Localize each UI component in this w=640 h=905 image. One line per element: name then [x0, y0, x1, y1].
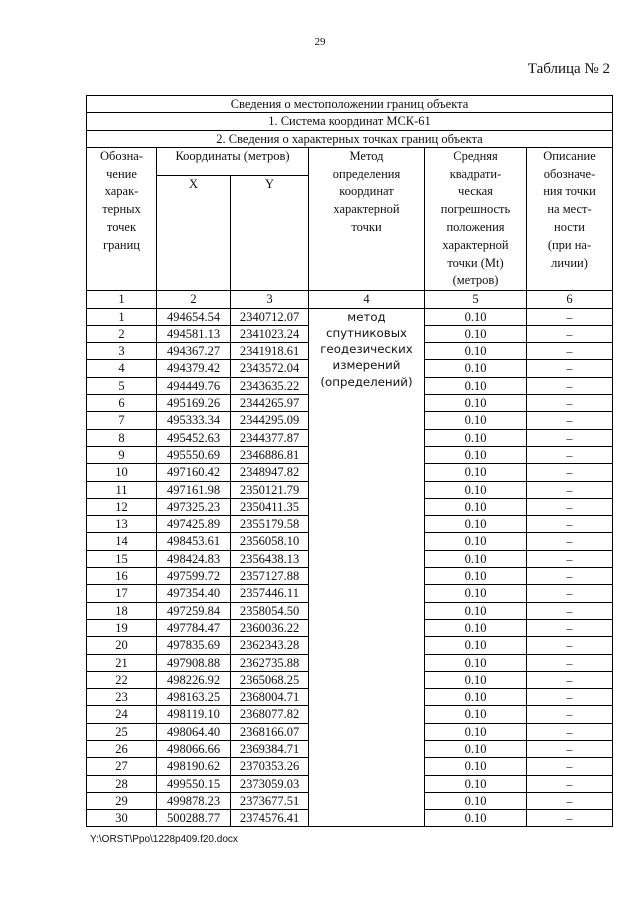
point-description: – [527, 395, 613, 412]
point-number: 23 [87, 689, 157, 706]
point-number: 21 [87, 654, 157, 671]
header-line: (при на- [547, 237, 592, 252]
table-row [87, 308, 613, 325]
coordinate-x: 498119.10 [157, 706, 231, 723]
header-line: границ [103, 237, 140, 252]
mean-error: 0.10 [425, 550, 527, 567]
point-number: 5 [87, 377, 157, 394]
coordinate-x: 494379.42 [157, 360, 231, 377]
coordinate-x: 498163.25 [157, 689, 231, 706]
mean-error: 0.10 [425, 360, 527, 377]
mean-error: 0.10 [425, 395, 527, 412]
coordinate-x: 497835.69 [157, 637, 231, 654]
point-description: – [527, 550, 613, 567]
point-number: 7 [87, 412, 157, 429]
header-line: точек [106, 220, 137, 235]
mean-error: 0.10 [425, 602, 527, 619]
point-number: 16 [87, 568, 157, 585]
header-line: определения [332, 166, 401, 181]
point-number: 4 [87, 360, 157, 377]
points-info-row: 2. Сведения о характерных точках границ объекта [87, 130, 613, 147]
coordinate-x: 494654.54 [157, 308, 231, 325]
coordinate-y: 2368166.07 [231, 723, 309, 740]
point-description: – [527, 810, 613, 827]
column-number: 2 [157, 291, 231, 308]
coordinate-x: 497908.88 [157, 654, 231, 671]
point-description: – [527, 412, 613, 429]
coordinate-x: 497325.23 [157, 498, 231, 515]
header-line: харак- [104, 184, 139, 199]
point-number: 28 [87, 775, 157, 792]
point-number: 20 [87, 637, 157, 654]
coordinate-y: 2369384.71 [231, 740, 309, 757]
column-number: 1 [87, 291, 157, 308]
mean-error: 0.10 [425, 481, 527, 498]
method-line: измерений [332, 358, 401, 373]
mean-error: 0.10 [425, 706, 527, 723]
method-line: геодезических [320, 342, 413, 357]
coordinate-y: 2341918.61 [231, 343, 309, 360]
coordinate-y: 2357446.11 [231, 585, 309, 602]
file-path-footer: Y:\ORST\Ppo\1228p409.f20.docx [90, 834, 238, 845]
coordinate-y: 2368004.71 [231, 689, 309, 706]
mean-error: 0.10 [425, 464, 527, 481]
point-number: 13 [87, 516, 157, 533]
header-line: чение [106, 166, 137, 181]
coordinate-x: 500288.77 [157, 810, 231, 827]
header-y: Y [231, 176, 309, 291]
point-description: – [527, 464, 613, 481]
coordinate-x: 495550.69 [157, 446, 231, 463]
coordinate-y: 2355179.58 [231, 516, 309, 533]
coordinate-x: 498066.66 [157, 740, 231, 757]
mean-error: 0.10 [425, 619, 527, 636]
header-line: характерной [333, 202, 400, 217]
point-number: 30 [87, 810, 157, 827]
coordinate-x: 498064.40 [157, 723, 231, 740]
header-line: координат [339, 184, 394, 199]
mean-error: 0.10 [425, 689, 527, 706]
point-number: 10 [87, 464, 157, 481]
mean-error: 0.10 [425, 498, 527, 515]
page-number: 29 [314, 36, 326, 48]
point-description: – [527, 689, 613, 706]
point-description: – [527, 775, 613, 792]
header-point-designation [87, 147, 157, 290]
header-line: характерной [442, 237, 509, 252]
header-line: точки (Mt) [447, 255, 504, 270]
coordinate-x: 495452.63 [157, 429, 231, 446]
coordinate-y: 2365068.25 [231, 671, 309, 688]
point-number: 1 [87, 308, 157, 325]
coordinate-y: 2373677.51 [231, 792, 309, 809]
header-line: на мест- [547, 202, 592, 217]
coordinate-x: 497425.89 [157, 516, 231, 533]
point-description: – [527, 516, 613, 533]
header-line: ности [554, 220, 585, 235]
column-number: 4 [309, 291, 425, 308]
mean-error: 0.10 [425, 637, 527, 654]
coordinate-y: 2340712.07 [231, 308, 309, 325]
header-line: ческая [458, 184, 493, 199]
header-line: положения [446, 220, 505, 235]
table-title: Сведения о местоположении границ объекта [87, 96, 613, 113]
coordinate-x: 495169.26 [157, 395, 231, 412]
mean-error: 0.10 [425, 671, 527, 688]
coordinates-table [86, 95, 613, 827]
header-line: (метров) [452, 273, 499, 288]
mean-error: 0.10 [425, 723, 527, 740]
point-description: – [527, 758, 613, 775]
point-number: 19 [87, 619, 157, 636]
coordinate-y: 2362343.28 [231, 637, 309, 654]
point-number: 3 [87, 343, 157, 360]
point-number: 26 [87, 740, 157, 757]
mean-error: 0.10 [425, 533, 527, 550]
mean-error: 0.10 [425, 810, 527, 827]
point-description: – [527, 377, 613, 394]
header-line: погрешность [440, 202, 511, 217]
coordinate-y: 2356058.10 [231, 533, 309, 550]
coordinate-y: 2350121.79 [231, 481, 309, 498]
coordinate-x: 498453.61 [157, 533, 231, 550]
point-description: – [527, 308, 613, 325]
point-description: – [527, 619, 613, 636]
point-number: 14 [87, 533, 157, 550]
column-number: 3 [231, 291, 309, 308]
header-method [309, 147, 425, 290]
method-line: (определений) [320, 374, 413, 389]
point-number: 22 [87, 671, 157, 688]
mean-error: 0.10 [425, 308, 527, 325]
coordinate-y: 2374576.41 [231, 810, 309, 827]
point-description: – [527, 654, 613, 671]
point-description: – [527, 429, 613, 446]
header-line: Обозна- [100, 148, 143, 163]
coordinate-x: 497259.84 [157, 602, 231, 619]
coordinate-x: 498424.83 [157, 550, 231, 567]
column-number: 5 [425, 291, 527, 308]
point-number: 29 [87, 792, 157, 809]
coordinate-x: 499878.23 [157, 792, 231, 809]
coordinate-x: 497161.98 [157, 481, 231, 498]
point-number: 12 [87, 498, 157, 515]
header-mean-error [425, 147, 527, 290]
method-line: спутниковых [325, 325, 408, 340]
coordinate-x: 497160.42 [157, 464, 231, 481]
coordinate-y: 2368077.82 [231, 706, 309, 723]
point-description: – [527, 481, 613, 498]
point-description: – [527, 671, 613, 688]
method-cell [309, 308, 425, 827]
coordinate-x: 497354.40 [157, 585, 231, 602]
mean-error: 0.10 [425, 758, 527, 775]
coordinate-x: 497599.72 [157, 568, 231, 585]
point-number: 6 [87, 395, 157, 412]
coordinate-y: 2360036.22 [231, 619, 309, 636]
coordinate-y: 2343635.22 [231, 377, 309, 394]
point-description: – [527, 325, 613, 342]
coordinate-y: 2346886.81 [231, 446, 309, 463]
point-description: – [527, 343, 613, 360]
point-number: 18 [87, 602, 157, 619]
column-number: 6 [527, 291, 613, 308]
mean-error: 0.10 [425, 568, 527, 585]
header-line: точки [351, 220, 382, 235]
mean-error: 0.10 [425, 654, 527, 671]
coordinate-y: 2358054.50 [231, 602, 309, 619]
mean-error: 0.10 [425, 377, 527, 394]
coordinate-x: 498190.62 [157, 758, 231, 775]
coordinate-y: 2344377.87 [231, 429, 309, 446]
point-description: – [527, 602, 613, 619]
point-description: – [527, 498, 613, 515]
header-line: Средняя [453, 148, 498, 163]
coordinate-system-row: 1. Система координат МСК-61 [87, 113, 613, 130]
coordinate-y: 2370353.26 [231, 758, 309, 775]
point-number: 9 [87, 446, 157, 463]
point-description: – [527, 360, 613, 377]
mean-error: 0.10 [425, 792, 527, 809]
coordinate-y: 2343572.04 [231, 360, 309, 377]
coordinate-x: 497784.47 [157, 619, 231, 636]
coordinate-y: 2341023.24 [231, 325, 309, 342]
header-line: квадрати- [449, 166, 502, 181]
point-number: 25 [87, 723, 157, 740]
mean-error: 0.10 [425, 740, 527, 757]
coordinate-x: 494581.13 [157, 325, 231, 342]
point-description: – [527, 585, 613, 602]
point-description: – [527, 637, 613, 654]
point-number: 27 [87, 758, 157, 775]
point-description: – [527, 446, 613, 463]
coordinate-x: 499550.15 [157, 775, 231, 792]
mean-error: 0.10 [425, 585, 527, 602]
point-description: – [527, 792, 613, 809]
point-number: 8 [87, 429, 157, 446]
header-line: Метод [349, 148, 384, 163]
coordinate-x: 494367.27 [157, 343, 231, 360]
coordinate-y: 2350411.35 [231, 498, 309, 515]
header-coordinates: Координаты (метров) [157, 147, 309, 175]
header-x: X [157, 176, 231, 291]
table-label: Таблица № 2 [527, 61, 610, 77]
point-description: – [527, 533, 613, 550]
point-description: – [527, 706, 613, 723]
point-description: – [527, 740, 613, 757]
header-line: ния точки [543, 184, 596, 199]
coordinate-y: 2373059.03 [231, 775, 309, 792]
mean-error: 0.10 [425, 446, 527, 463]
mean-error: 0.10 [425, 325, 527, 342]
coordinate-y: 2344295.09 [231, 412, 309, 429]
coordinate-y: 2356438.13 [231, 550, 309, 567]
header-line: личии) [551, 255, 588, 270]
mean-error: 0.10 [425, 412, 527, 429]
method-line: метод [347, 309, 386, 324]
point-number: 17 [87, 585, 157, 602]
coordinate-x: 494449.76 [157, 377, 231, 394]
coordinate-y: 2348947.82 [231, 464, 309, 481]
mean-error: 0.10 [425, 343, 527, 360]
coordinate-y: 2344265.97 [231, 395, 309, 412]
point-number: 2 [87, 325, 157, 342]
point-number: 15 [87, 550, 157, 567]
point-number: 24 [87, 706, 157, 723]
coordinate-y: 2362735.88 [231, 654, 309, 671]
header-line: терных [102, 202, 141, 217]
header-description [527, 147, 613, 290]
coordinate-y: 2357127.88 [231, 568, 309, 585]
coordinate-x: 495333.34 [157, 412, 231, 429]
coordinate-x: 498226.92 [157, 671, 231, 688]
mean-error: 0.10 [425, 429, 527, 446]
header-line: обозначе- [543, 166, 596, 181]
mean-error: 0.10 [425, 775, 527, 792]
header-line: Описание [543, 148, 596, 163]
point-description: – [527, 723, 613, 740]
point-description: – [527, 568, 613, 585]
mean-error: 0.10 [425, 516, 527, 533]
point-number: 11 [87, 481, 157, 498]
